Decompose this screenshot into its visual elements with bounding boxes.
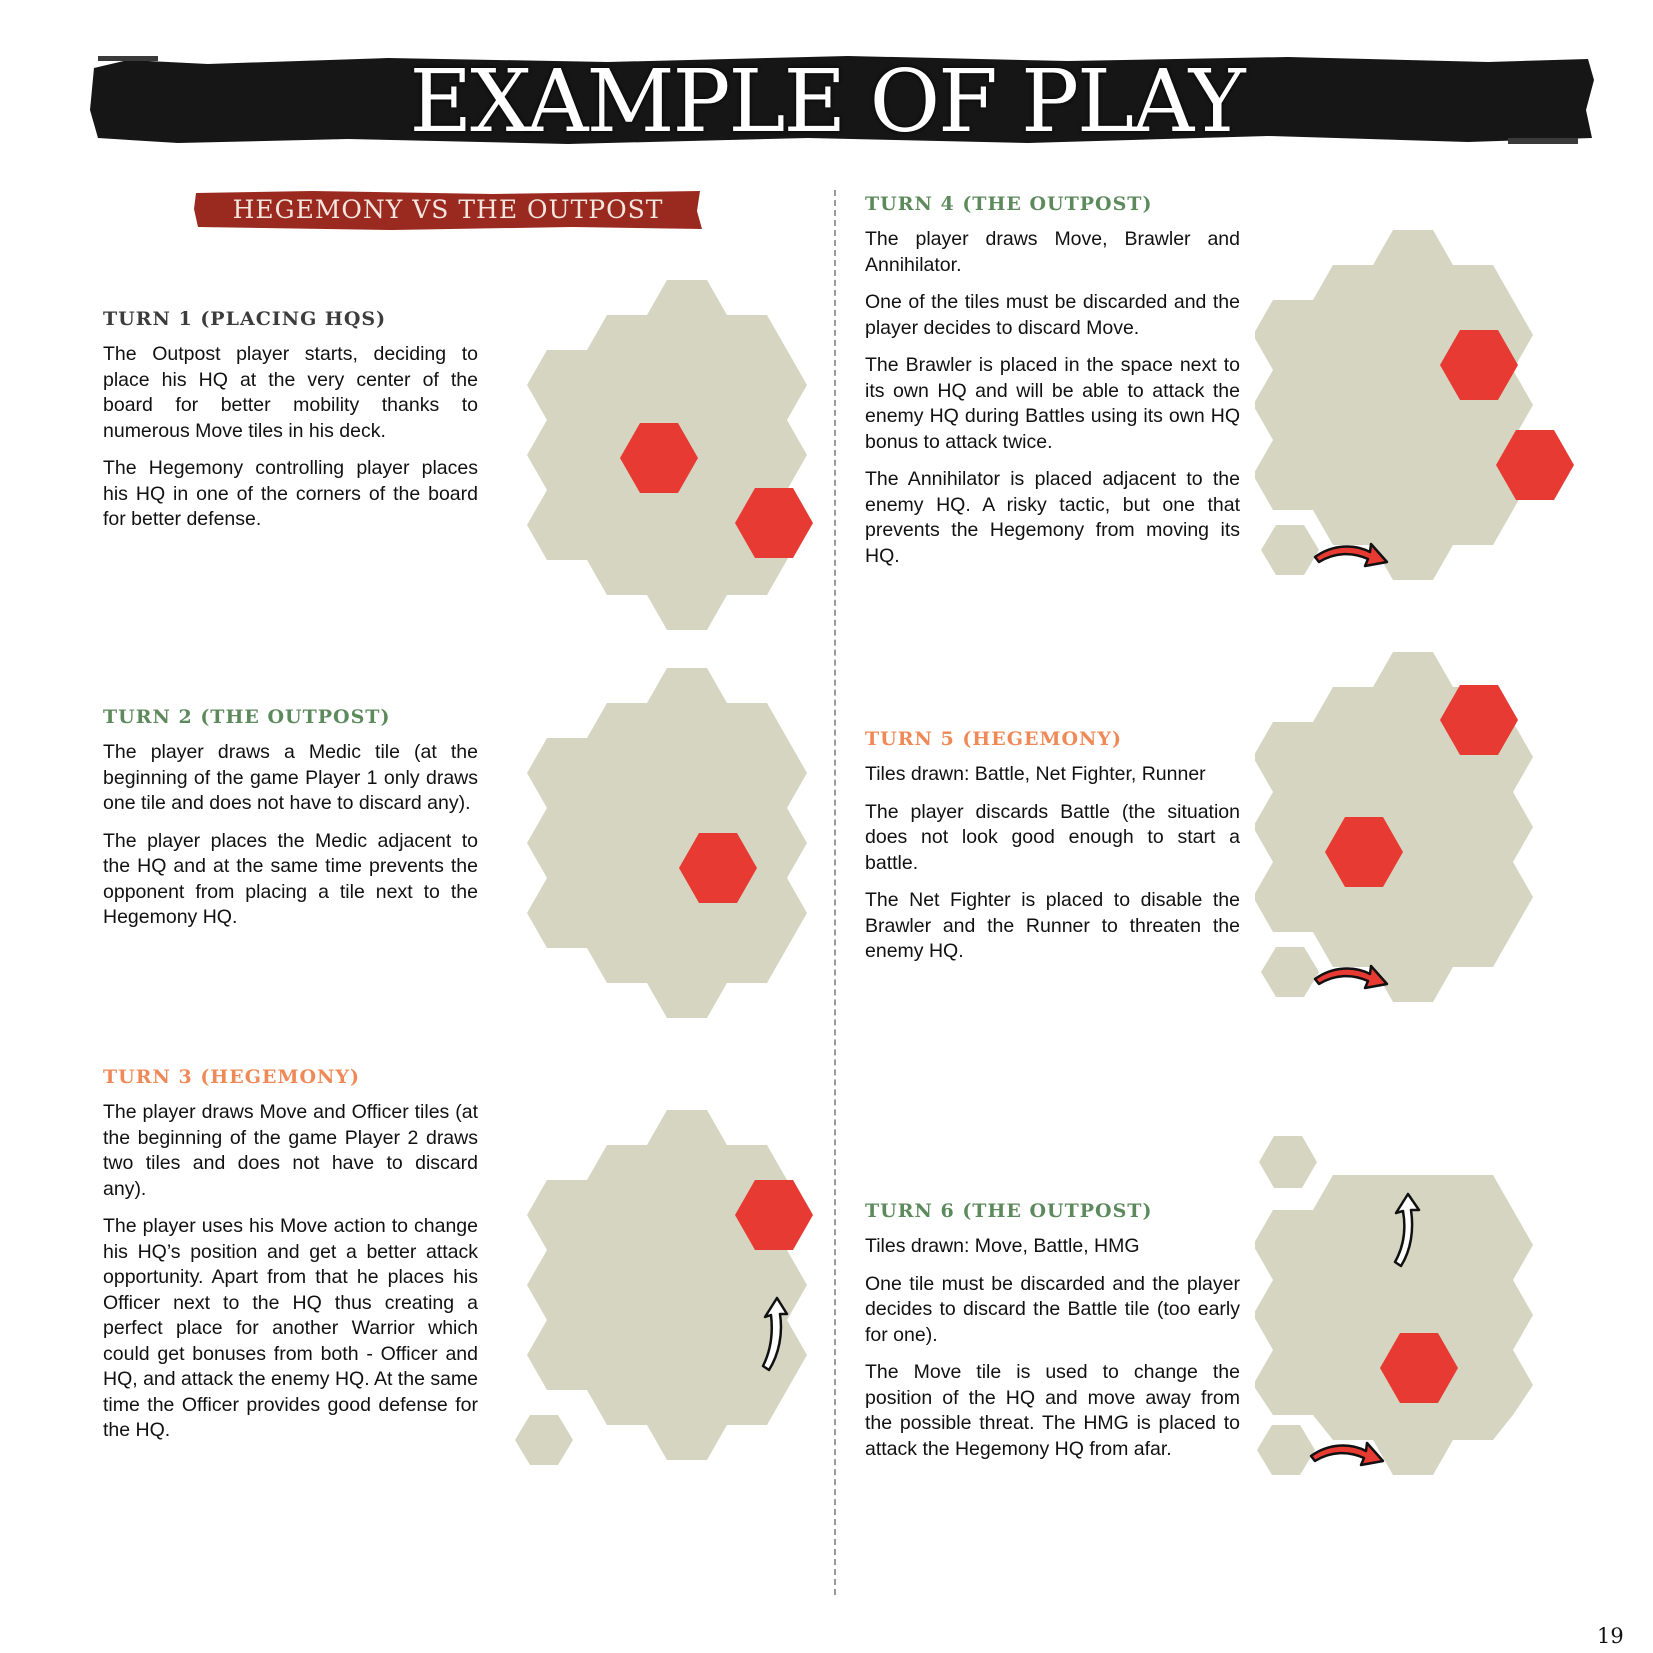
- page-title: EXAMPLE OF PLAY: [409, 52, 1244, 152]
- turn-heading: TURN 2 (THE OUTPOST): [103, 706, 391, 728]
- turn-3-board: [495, 1110, 835, 1490]
- turn-1-block: [103, 308, 478, 545]
- turn-paragraph: Tiles drawn: Battle, Net Fighter, Runner: [865, 763, 1206, 785]
- turn-4-block: [865, 193, 1240, 581]
- turn-paragraph: One tile must be discarded and the player decides to discard the Battle tile (too early for one).: [865, 1272, 1240, 1346]
- turn-paragraph: The Hegemony controlling player places his HQ in one of the corners of the board for better defense.: [103, 457, 478, 530]
- turn-paragraph: The Net Fighter is placed to disable the Brawler and the Runner to threaten the enemy HQ.: [865, 889, 1240, 962]
- turn-6-board: [1255, 1120, 1595, 1500]
- turn-heading: TURN 5 (HEGEMONY): [865, 728, 1122, 750]
- turn-2-block: [103, 706, 478, 943]
- turn-5-board: [1255, 652, 1595, 1032]
- turn-paragraph: The player uses his Move action to change his HQ’s position and get a better attack opportunity. Apart from that he places his Officer next to the HQ thus creating a perfect place for another Warrior which could get bonuses from both - Officer and HQ, and attack the enemy HQ. At the same time the Officer provides good defense for the HQ.: [103, 1215, 479, 1441]
- turn-heading: TURN 6 (THE OUTPOST): [865, 1200, 1153, 1222]
- turn-paragraph: The player draws Move, Brawler and Annihilator.: [865, 228, 1240, 276]
- turn-5-block: [865, 728, 1240, 977]
- turn-paragraph: The Annihilator is placed adjacent to the enemy HQ. A risky tactic, but one that prevents the Hegemony from moving its HQ.: [865, 468, 1240, 567]
- turn-paragraph: One of the tiles must be discarded and the player decides to discard Move.: [865, 291, 1240, 339]
- attack-arrow-icon: [1311, 1443, 1383, 1465]
- turn-paragraph: The player draws a Medic tile (at the beginning of the game Player 1 only draws one tile and does not have to discard any).: [103, 741, 478, 814]
- page-number: 19: [1597, 1624, 1624, 1648]
- turn-2-board: [495, 668, 835, 1048]
- turn-paragraph: The Outpost player starts, deciding to place his HQ at the very center of the board for better mobility thanks to numerous Move tiles in his deck.: [103, 343, 478, 442]
- section-subtitle: HEGEMONY VS THE OUTPOST: [232, 195, 664, 224]
- turn-4-board: [1255, 230, 1595, 610]
- turn-paragraph: The player discards Battle (the situation does not look good enough to start a battle.: [865, 800, 1240, 874]
- turn-1-board: [495, 280, 835, 660]
- turn-paragraph: The Move tile is used to change the position of the HQ and move away from the possible threat. The HMG is placed to attack the Hegemony HQ from afar.: [865, 1361, 1240, 1460]
- turn-3-block: [103, 1066, 478, 1456]
- turn-paragraph: The Brawler is placed in the space next to its own HQ and will be able to attack the enemy HQ during Battles using its own HQ bonus to attack twice.: [865, 354, 1240, 453]
- turn-heading: TURN 1 (PLACING HQS): [103, 308, 387, 330]
- turn-heading: TURN 3 (HEGEMONY): [103, 1066, 360, 1088]
- turn-paragraph: The player places the Medic adjacent to the HQ and at the same time prevents the opponent from placing a tile next to the Hegemony HQ.: [103, 829, 478, 928]
- turn-heading: TURN 4 (THE OUTPOST): [865, 193, 1153, 215]
- turn-paragraph: The player draws Move and Officer tiles (at the beginning of the game Player 2 draws two tiles and does not have to discard any).: [103, 1101, 478, 1200]
- turn-paragraph: Tiles drawn: Move, Battle, HMG: [865, 1235, 1140, 1257]
- turn-6-block: [865, 1200, 1240, 1474]
